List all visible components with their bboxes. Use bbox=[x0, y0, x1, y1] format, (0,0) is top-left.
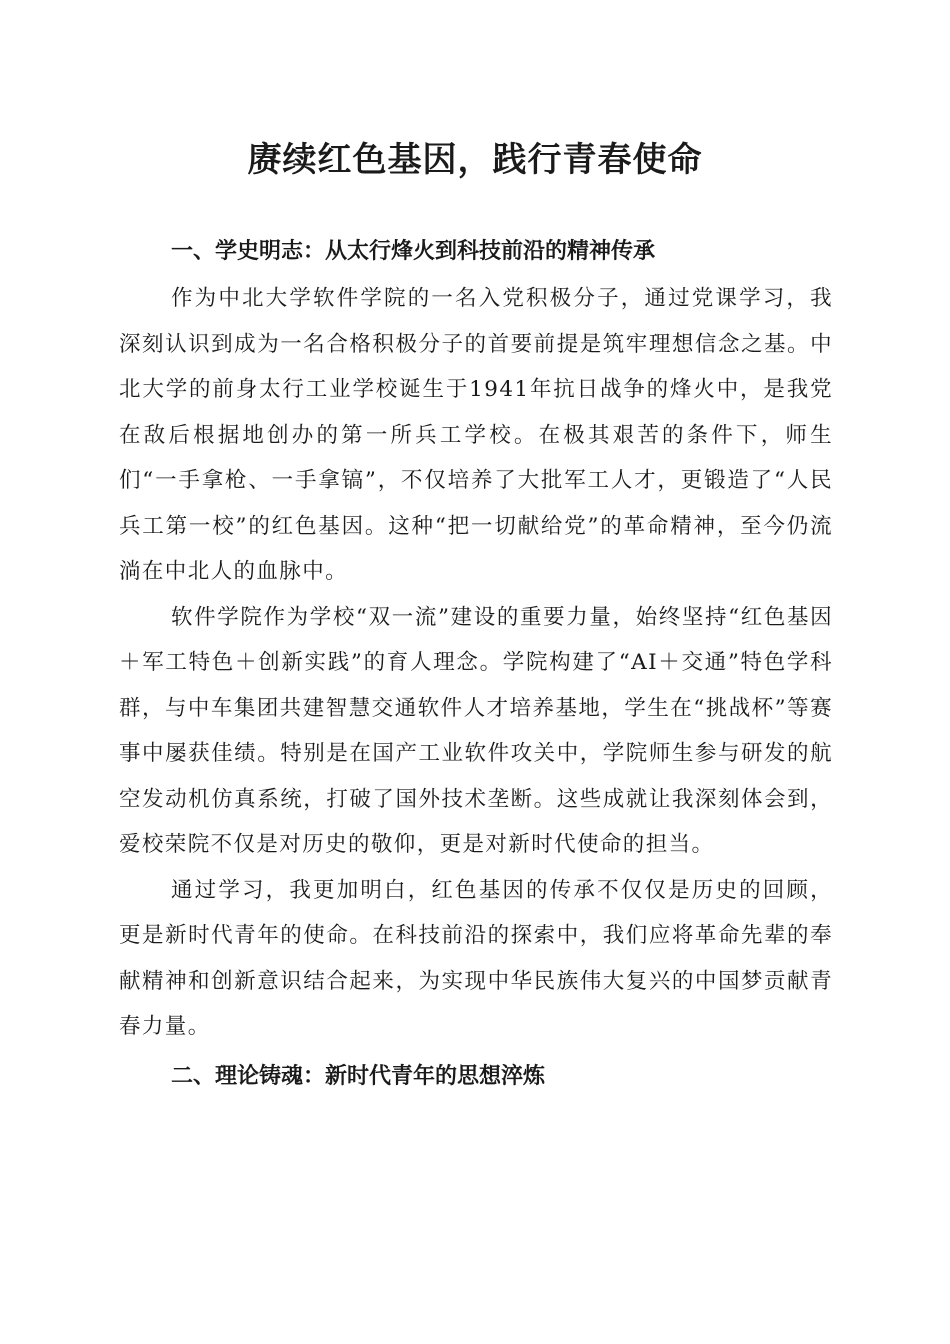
paragraph-1: 作为中北大学软件学院的一名入党积极分子，通过党课学习，我深刻认识到成为一名合格积极分子的首要前提是筑牢理想信念之基。中北大学的前身太行工业学校诞生于1941年抗日战争的烽火中，是我党在敌后根据地创办的第一所兵工学校。在极其艰苦的条件下，师生们“一手拿枪、一手拿镐”，不仅培养了大批军工人才，更锻造了“人民兵工第一校”的红色基因。这种“把一切献给党”的革命精神，至今仍流淌在中北人的血脉中。 bbox=[119, 286, 833, 584]
section-heading-1: 一、学史明志：从太行烽火到科技前沿的精神传承 bbox=[171, 239, 656, 264]
paragraph-2: 软件学院作为学校“双一流”建设的重要力量，始终坚持“红色基因＋军工特色＋创新实践”的育人理念。学院构建了“AI＋交通”特色学科群，与中车集团共建智慧交通软件人才培养基地，学生在“挑战杯”等赛事中屡获佳绩。特别是在国产工业软件攻关中，学院师生参与研发的航空发动机仿真系统，打破了国外技术垄断。这些成就让我深刻体会到，爱校荣院不仅是对历史的敬仰，更是对新时代使命的担当。 bbox=[119, 604, 833, 857]
section-heading-2: 二、理论铸魂：新时代青年的思想淬炼 bbox=[171, 1063, 546, 1089]
document-title: 赓续红色基因，践行青春使命 bbox=[247, 140, 703, 180]
document-body bbox=[119, 231, 833, 1098]
paragraph-3: 通过学习，我更加明白，红色基因的传承不仅仅是历史的回顾，更是新时代青年的使命。在科技前沿的探索中，我们应将革命先辈的奉献精神和创新意识结合起来，为实现中华民族伟大复兴的中国梦贡献青春力量。 bbox=[119, 877, 833, 1039]
